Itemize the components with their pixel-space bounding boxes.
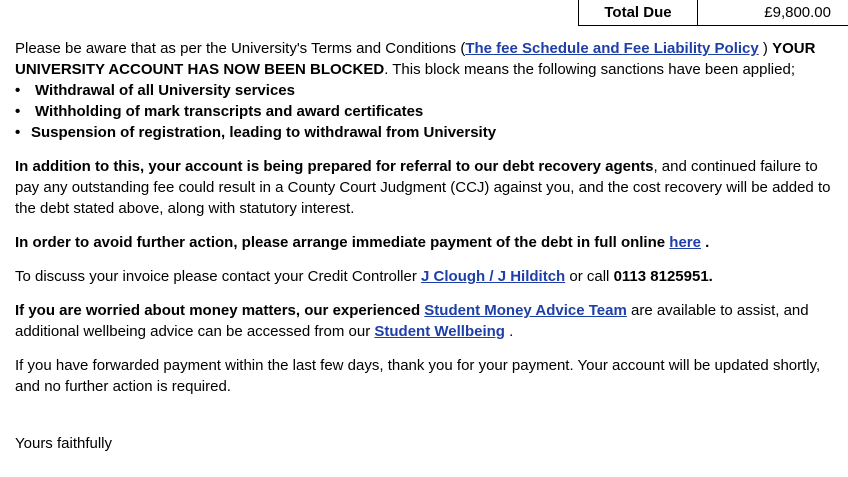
student-wellbeing-link[interactable]: Student Wellbeing <box>374 323 505 340</box>
referral-paragraph <box>15 156 841 219</box>
intro-text-3: . This block means the following sanctions have been applied; <box>384 61 795 78</box>
letter-body <box>15 38 841 467</box>
list-item <box>15 101 841 122</box>
bullet-icon: • <box>15 103 21 120</box>
intro-text-1: Please be aware that as per the University's Terms and Conditions ( <box>15 40 466 57</box>
money-advice-link[interactable]: Student Money Advice Team <box>424 302 627 319</box>
forwarded-paragraph: If you have forwarded payment within the last few days, thank you for your payment. Your account will be updated shortly, and no further action is required. <box>15 357 821 395</box>
list-item <box>15 80 841 101</box>
referral-text: , and continued failure to pay any outstanding fee could result in a County Court Judgment (CCJ) against you, and the cost recovery will be added to the debt stated above, along with statutory interest. <box>15 158 831 217</box>
sanction-text: Withholding of mark transcripts and award certificates <box>35 103 424 120</box>
intro-text-2: ) <box>758 40 773 57</box>
total-due-table <box>578 0 848 26</box>
money-text: are available to assist, and additional wellbeing advice can be accessed from our <box>15 302 809 340</box>
payment-bold-text: In order to avoid further action, please arrange immediate payment of the debt in full online <box>15 234 670 251</box>
money-bold-text: If you are worried about money matters, our experienced <box>15 302 425 319</box>
referral-bold-text: In addition to this, your account is being prepared for referral to our debt recovery agents <box>15 158 654 175</box>
fee-policy-link[interactable]: The fee Schedule and Fee Liability Policy <box>465 40 759 57</box>
contact-text-1: To discuss your invoice please contact your Credit Controller <box>15 268 422 285</box>
sanction-text: Withdrawal of all University services <box>35 82 295 99</box>
payment-end-text: . <box>700 234 710 251</box>
contact-phone: 0113 8125951. <box>613 268 713 285</box>
total-due-value: £9,800.00 <box>698 0 848 26</box>
bullet-icon: • <box>15 124 21 141</box>
signoff: Yours faithfully <box>15 435 113 452</box>
contact-text-2: or call <box>565 268 614 285</box>
contact-paragraph <box>15 266 841 287</box>
bullet-icon: • <box>15 82 21 99</box>
money-end-text: . <box>504 323 514 340</box>
account-blocked-notice: YOUR UNIVERSITY ACCOUNT HAS NOW BEEN BLOCKED <box>15 40 816 78</box>
credit-controller-link[interactable]: J Clough / J Hilditch <box>421 268 566 285</box>
total-due-label: Total Due <box>579 0 698 26</box>
money-advice-paragraph <box>15 300 841 342</box>
list-item <box>15 122 841 143</box>
payment-paragraph <box>15 232 841 253</box>
sanctions-list <box>15 80 841 143</box>
pay-online-link[interactable]: here <box>669 234 701 251</box>
intro-paragraph <box>15 38 841 80</box>
sanction-text: Suspension of registration, leading to withdrawal from University <box>31 124 497 141</box>
